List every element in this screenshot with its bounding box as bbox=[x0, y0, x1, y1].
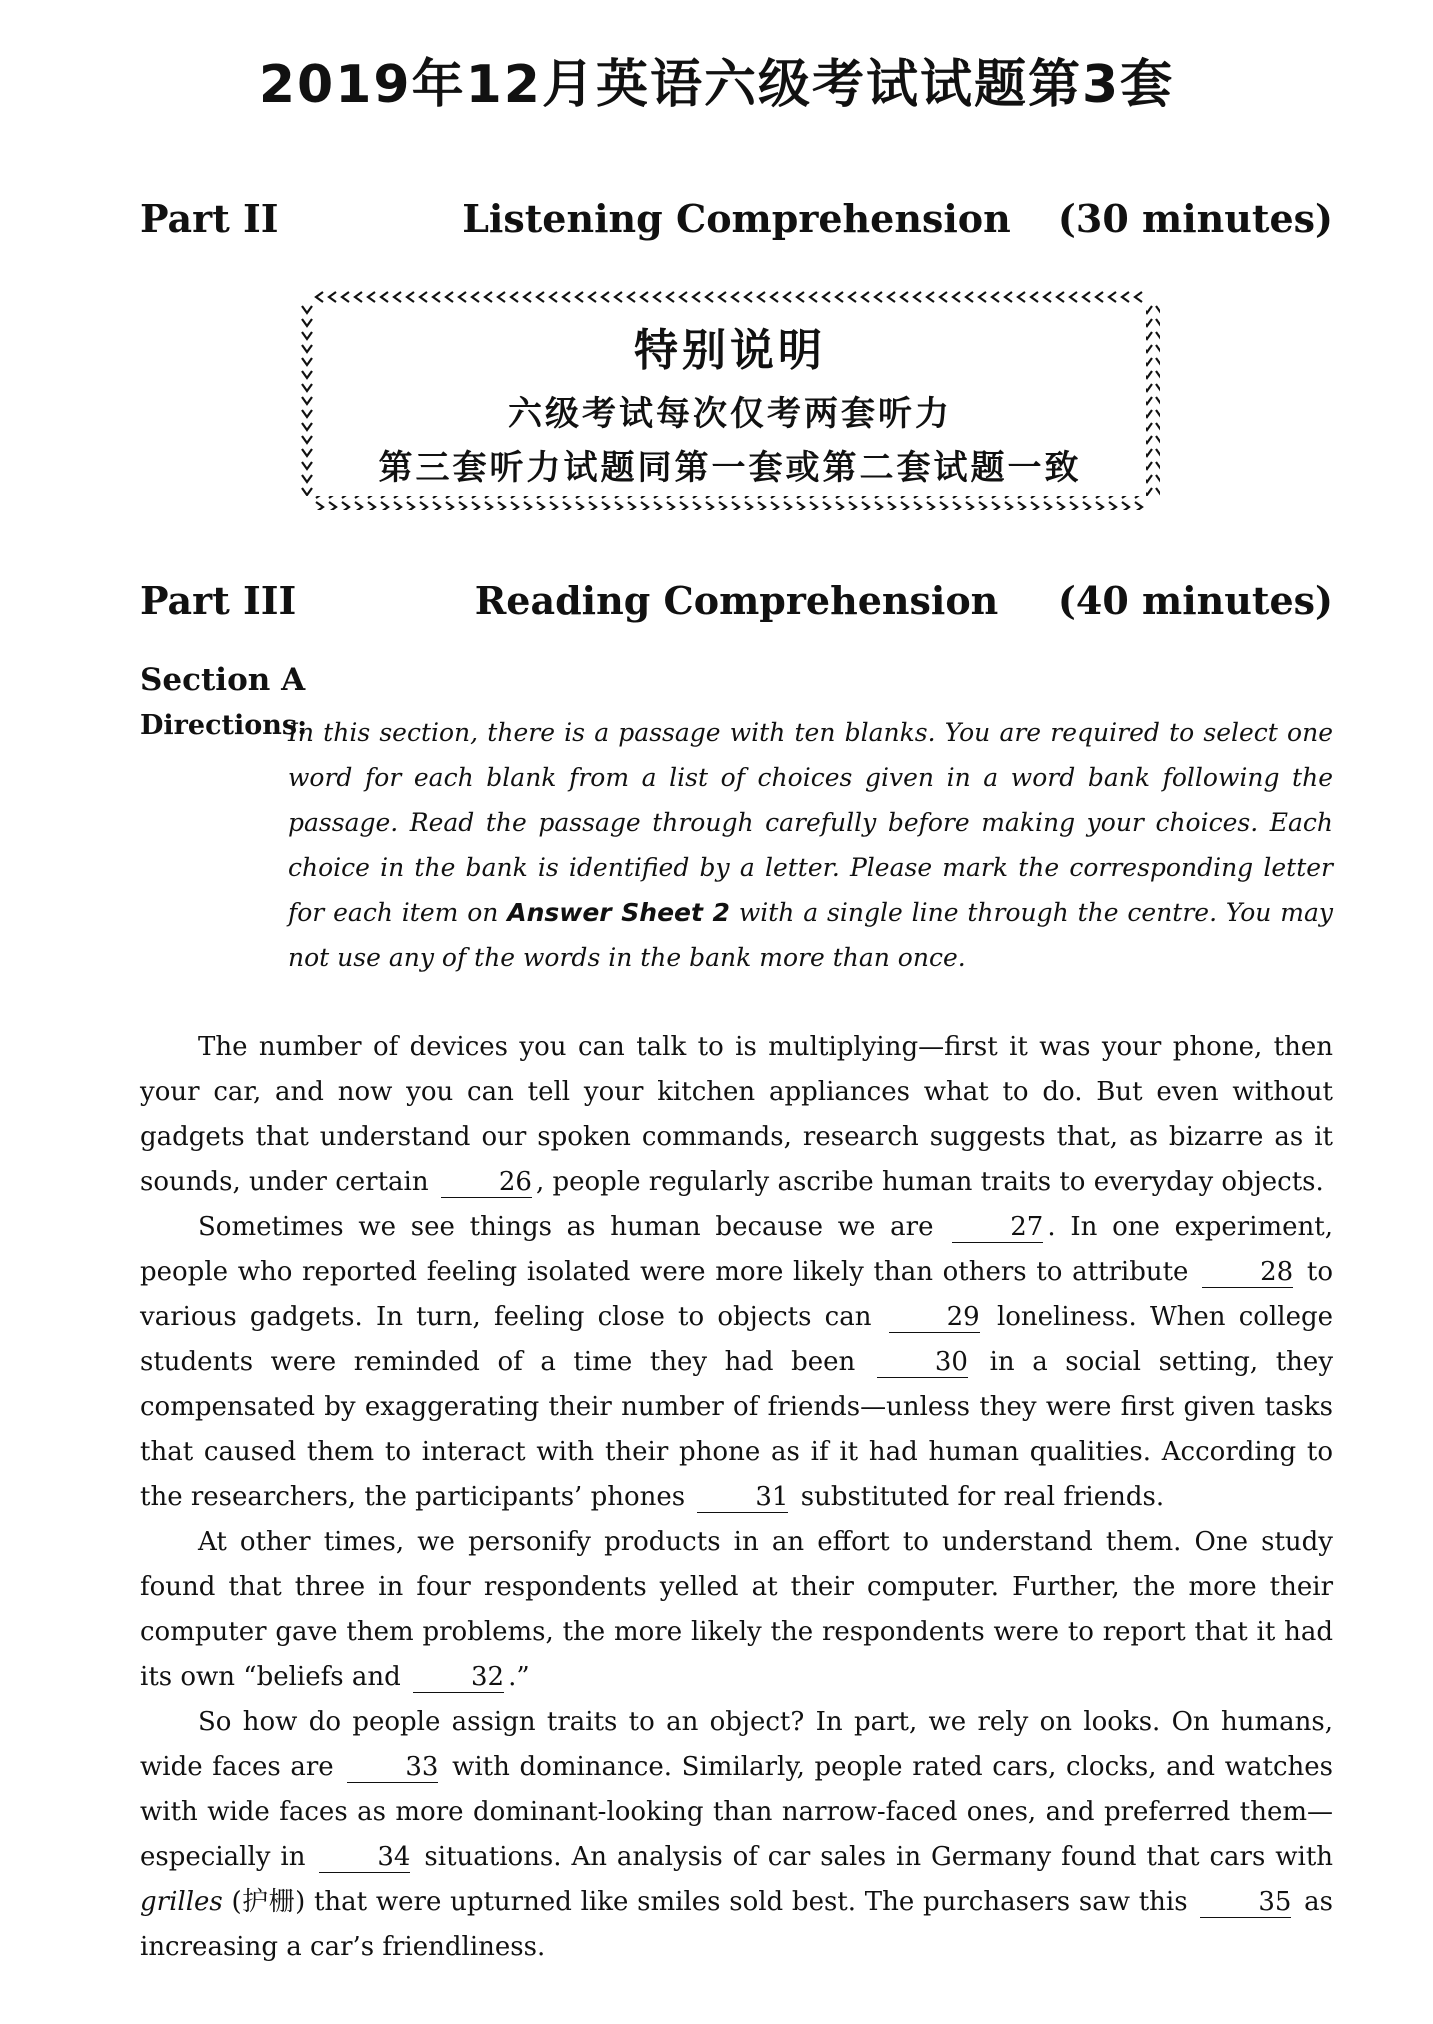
blank-30: 30 bbox=[877, 1347, 968, 1378]
special-notice-box bbox=[300, 290, 1160, 510]
part-iii-header bbox=[140, 578, 1333, 628]
passage-text: with dominance. Similarly, people rated cars, clocks, and watches with wide faces as more dominant-looking than narrow-faced ones, and preferred them—especially in bbox=[140, 1752, 1333, 1872]
blank-28: 28 bbox=[1202, 1257, 1293, 1288]
passage-text: , people regularly ascribe human traits to everyday objects. bbox=[535, 1167, 1324, 1197]
blank-27: 27 bbox=[952, 1212, 1043, 1243]
passage-text: The number of devices you can talk to is multiplying—first it was your phone, then your car, and now you can tell your kitchen appliances what to do. But even without gadgets that understand our spoken commands, research suggests that, as bizarre as it sounds, under certain bbox=[140, 1032, 1333, 1197]
blank-34: 34 bbox=[319, 1842, 410, 1873]
directions-text-part: In this section, there is a passage with ten blanks. You are required to select one word for each blank from a list of choices given in a word bank following the passage. Read the passage through carefully before making your choices. Each choice in the bank is identified by a letter. Please mark the corresponding letter for each item on bbox=[288, 718, 1333, 927]
part-title: Listening Comprehension bbox=[462, 196, 1011, 241]
notice-line-2: 第三套听力试题同第一套或第二套试题一致 bbox=[378, 448, 1082, 488]
passage-text: that were upturned like smiles sold best. The purchasers saw this bbox=[313, 1887, 1188, 1917]
passage-text: in a social setting, they compensated by exaggerating their number of friends—unless they were first given tasks that caused them to interact with their phone as if it had human qualities. According to the researchers, the participants’ phones bbox=[140, 1347, 1334, 1512]
blank-31: 31 bbox=[697, 1482, 788, 1513]
directions-label: Directions: bbox=[140, 710, 308, 741]
part-title: Reading Comprehension bbox=[474, 578, 999, 623]
section-heading: Section A bbox=[140, 662, 306, 698]
directions-text bbox=[288, 710, 1333, 980]
paragraph bbox=[140, 1520, 1333, 1700]
notice-line-1: 六级考试每次仅考两套听力 bbox=[508, 394, 952, 434]
reading-passage bbox=[140, 1025, 1333, 1970]
term-grilles-chinese: (护栅) bbox=[231, 1887, 306, 1917]
notice-heading: 特别说明 bbox=[634, 325, 826, 376]
paragraph bbox=[140, 1700, 1333, 1970]
passage-text: .” bbox=[508, 1662, 530, 1692]
part-ii-header bbox=[140, 196, 1333, 246]
passage-text: So how do people assign traits to an object? In part, we rely on looks. On humans, wide faces are bbox=[140, 1707, 1333, 1782]
passage-text: substituted for real friends. bbox=[800, 1482, 1165, 1512]
term-grilles: grilles bbox=[140, 1887, 223, 1917]
answer-sheet-label: Answer Sheet 2 bbox=[507, 898, 730, 927]
blank-33: 33 bbox=[347, 1752, 438, 1783]
passage-text: Sometimes we see things as human because we are bbox=[198, 1212, 934, 1242]
part-duration: (30 minutes) bbox=[1057, 196, 1333, 241]
blank-32: 32 bbox=[413, 1662, 504, 1693]
part-label: Part III bbox=[140, 578, 297, 623]
blank-29: 29 bbox=[889, 1302, 980, 1333]
passage-text: to various gadgets. In turn, feeling close to objects can bbox=[140, 1257, 1334, 1332]
part-label: Part II bbox=[140, 196, 279, 241]
blank-26: 26 bbox=[441, 1167, 532, 1198]
page-title: 2019年12月英语六级考试试题第3套 bbox=[258, 55, 1175, 115]
passage-text: . In one experiment, people who reported feeling isolated were more likely than others to attribute bbox=[140, 1212, 1334, 1287]
directions-text-part: with a single line through the centre. You may not use any of the words in the bank more than once. bbox=[288, 898, 1334, 972]
paragraph bbox=[140, 1205, 1333, 1520]
part-duration: (40 minutes) bbox=[1057, 578, 1333, 623]
paragraph bbox=[140, 1025, 1333, 1205]
passage-text: as increasing a car’s friendliness. bbox=[140, 1887, 1333, 1962]
passage-text: situations. An analysis of car sales in Germany found that cars with bbox=[424, 1842, 1334, 1872]
blank-35: 35 bbox=[1200, 1887, 1291, 1918]
passage-text: At other times, we personify products in an effort to understand them. One study found that three in four respondents yelled at their computer. Further, the more their computer gave them problems, the more likely the respondents were to report that it had its own “beliefs and bbox=[140, 1527, 1333, 1692]
passage-text: loneliness. When college students were reminded of a time they had been bbox=[140, 1302, 1334, 1377]
